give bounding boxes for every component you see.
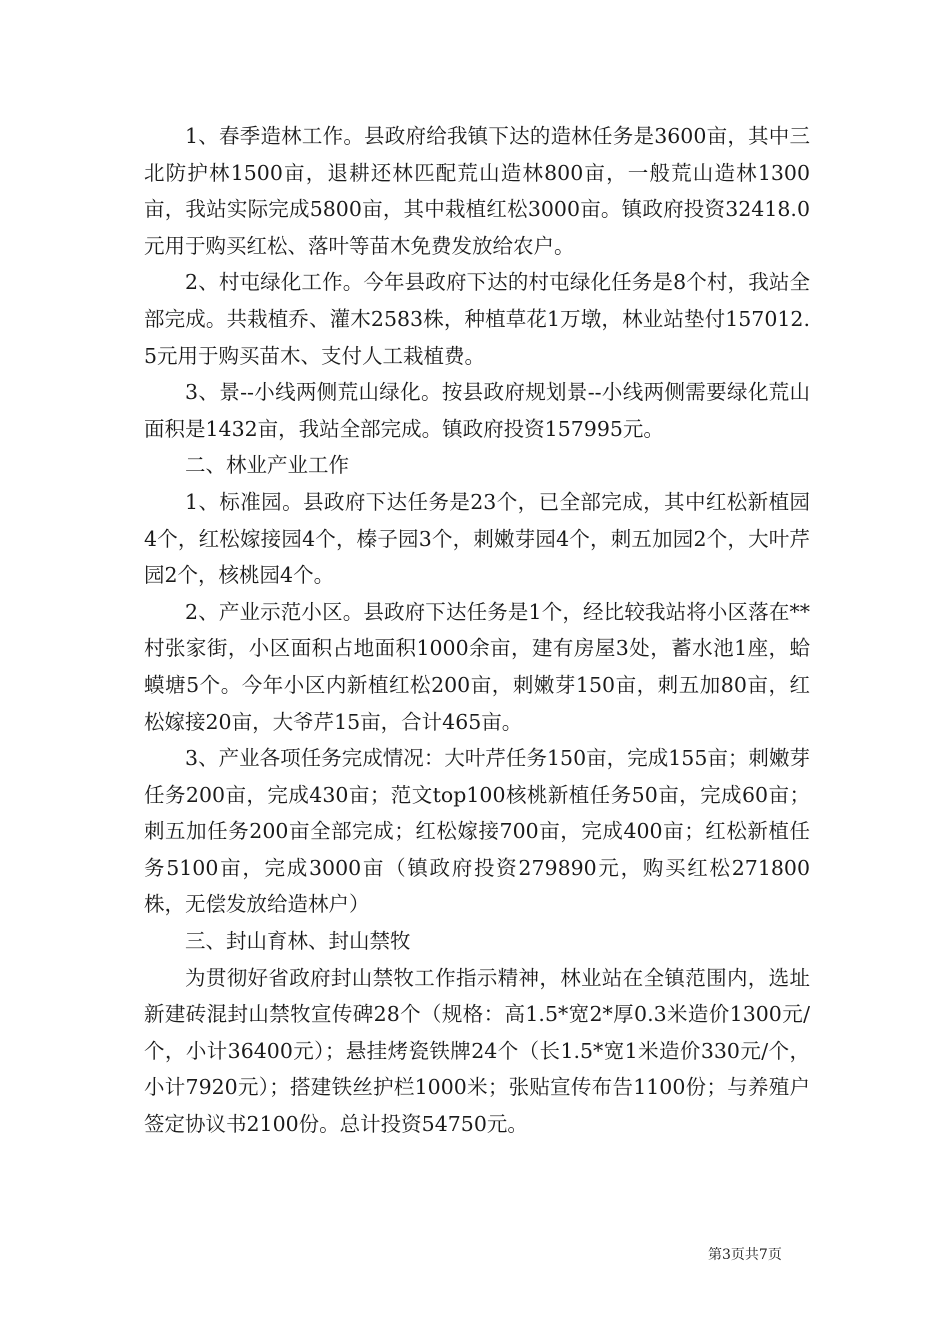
paragraph-grazing-ban: 为贯彻好省政府封山禁牧工作指示精神，林业站在全镇范围内，选址新建砖混封山禁牧宣传碑28个（规格：高1.5*宽2*厚0.3米造价1300元/个，小计36400元）；悬挂烤瓷铁牌24个（长1.5*宽1米造价330元/个，小计7920元）；搭建铁丝护栏1000米；张贴宣传布告1100份；与养殖户签定协议书2100份。总计投资54750元。 [144, 965, 810, 1137]
paragraph-standard-gardens: 1、标准园。县政府下达任务是23个，已全部完成，其中红松新植园4个，红松嫁接园4个，榛子园3个，刺嫩芽园4个，刺五加园2个，大叶芹园2个，核桃园4个。 [144, 489, 810, 588]
paragraph-village-greening: 2、村屯绿化工作。今年县政府下达的村屯绿化任务是8个村，我站全部完成。共栽植乔、灌木2583株，种植草花1万墩，林业站垫付157012.5元用于购买苗木、支付人工栽植费。 [144, 270, 810, 368]
section-heading-mountain-closure: 三、封山育林、封山禁牧 [185, 929, 411, 954]
section-heading-forestry-industry: 二、林业产业工作 [185, 453, 349, 478]
paragraph-industry-tasks: 3、产业各项任务完成情况：大叶芹任务150亩，完成155亩；刺嫩芽任务200亩，完成430亩；范文top100核桃新植任务50亩，完成60亩；刺五加任务200亩全部完成；红松嫁接700亩，完成400亩；红松新植任务5100亩，完成3000亩（镇政府投资279890元，购买红松271800株，无偿发放给造林户） [144, 746, 810, 917]
page-number: 第3页共7页 [708, 1247, 782, 1263]
paragraph-roadside-greening: 3、景--小线两侧荒山绿化。按县政府规划景--小线两侧需要绿化荒山面积是1432亩，我站全部完成。镇政府投资157995元。 [144, 380, 810, 441]
document-body [144, 118, 810, 1143]
paragraph-demo-zone: 2、产业示范小区。县政府下达任务是1个，经比较我站将小区落在**村张家街，小区面积占地面积1000余亩，建有房屋3处，蓄水池1座，蛤蟆塘5个。今年小区内新植红松200亩，刺嫩芽150亩，刺五加80亩，红松嫁接20亩，大爷芹15亩，合计465亩。 [144, 599, 810, 734]
paragraph-spring-afforestation: 1、春季造林工作。县政府给我镇下达的造林任务是3600亩，其中三北防护林1500亩，退耕还林匹配荒山造林800亩，一般荒山造林1300亩，我站实际完成5800亩，其中栽植红松3000亩。镇政府投资32418.0元用于购买红松、落叶等苗木免费发放给农户。 [144, 124, 810, 258]
